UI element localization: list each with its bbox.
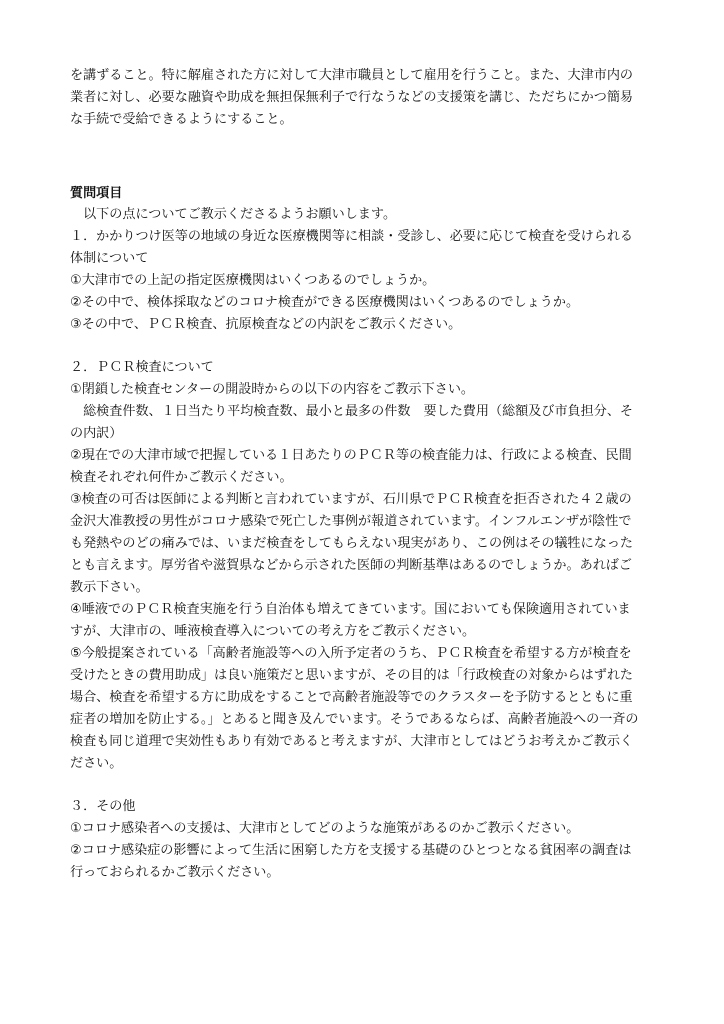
text-line: な手続で受給できるようにすること。 bbox=[70, 112, 293, 127]
text-line: 検査それぞれ何件かご教示ください。 bbox=[70, 470, 293, 485]
text-line: とも言えます。厚労省や滋賀県などから示された医師の判断基準はあるのでしょうか。あればご bbox=[70, 558, 632, 573]
list-item: ③その中で、ＰＣＲ検査、抗原検査などの内訳をご教示ください。 bbox=[70, 317, 462, 332]
question-3-heading: ３．その他 bbox=[70, 799, 136, 814]
list-item: ⑤今般提案されている「高齢者施設等への入所予定者のうち、ＰＣＲ検査を希望する方が検査を bbox=[70, 646, 632, 661]
text-line: 総検査件数、１日当たり平均検査数、最小と最多の件数 要した費用（総額及び市負担分、そ bbox=[70, 404, 634, 419]
text-line: 受けたときの費用助成」は良い施策だと思いますが、その目的は「行政検査の対象からはずれた bbox=[70, 668, 634, 683]
question-2-heading: ２．ＰＣＲ検査について bbox=[70, 360, 214, 375]
text-line: すが、大津市の、唾液検査導入についての考え方をご教示ください。 bbox=[70, 624, 476, 639]
text-line: 症者の増加を防止する。」とあると聞き及んでいます。そうであるならば、高齢者施設への一斉の bbox=[70, 712, 639, 727]
text-line: ださい。 bbox=[70, 756, 123, 771]
text-line: 以下の点についてご教示くださるようお願いします。 bbox=[70, 207, 397, 222]
text-line: も発熱やのどの痛みでは、いまだ検査をしてもらえない現実があり、この例はその犠牲になった bbox=[70, 536, 634, 551]
list-item: ①大津市での上記の指定医療機関はいくつあるのでしょうか。 bbox=[70, 273, 436, 288]
list-item: ②その中で、検体採取などのコロナ検査ができる医療機関はいくつあるのでしょうか。 bbox=[70, 295, 580, 310]
section-heading: 質問項目 bbox=[70, 186, 123, 201]
list-item: ③検査の可否は医師による判断と言われていますが、石川県でＰＣＲ検査を拒否された４２歳の bbox=[70, 492, 632, 507]
text-line: の内訳） bbox=[70, 426, 123, 441]
text-line: 金沢大准教授の男性がコロナ感染で死亡した事例が報道されています。インフルエンザが陰性で bbox=[70, 514, 632, 529]
text-line: を講ずること。特に解雇された方に対して大津市職員として雇用を行うこと。また、大津市内の bbox=[70, 68, 634, 83]
text-line: 教示下さい。 bbox=[70, 580, 149, 595]
text-line: 体制について bbox=[70, 251, 149, 266]
list-item: ①コロナ感染者への支援は、大津市としてどのような施策があるのかご教示ください。 bbox=[70, 821, 580, 836]
text-line: 検査も同じ道理で実効性もあり有効であると考えますが、大津市としてはどうお考えかご教示く bbox=[70, 734, 634, 749]
text-line: 業者に対し、必要な融資や助成を無担保無利子で行なうなどの支援策を講じ、ただちにかつ簡易 bbox=[70, 90, 634, 105]
text-line: 場合、検査を希望する方に助成をすることで高齢者施設等でのクラスターを予防するとともに重 bbox=[70, 690, 633, 705]
text-line: 行っておられるかご教示ください。 bbox=[70, 865, 280, 880]
list-item: ②コロナ感染症の影響によって生活に困窮した方を支援する基礎のひとつとなる貧困率の調査は bbox=[70, 843, 632, 858]
question-1-heading: １．かかりつけ医等の地域の身近な医療機関等に相談・受診し、必要に応じて検査を受けられる bbox=[70, 229, 634, 244]
list-item: ①閉鎖した検査センターの開設時からの以下の内容をご教示下さい。 bbox=[70, 382, 475, 397]
list-item: ④唾液でのＰＣＲ検査実施を行う自治体も増えてきています。国においても保険適用されていま bbox=[70, 602, 631, 617]
list-item: ②現在での大津市域で把握している１日あたりのＰＣＲ等の検査能力は、行政による検査、民間 bbox=[70, 448, 632, 463]
